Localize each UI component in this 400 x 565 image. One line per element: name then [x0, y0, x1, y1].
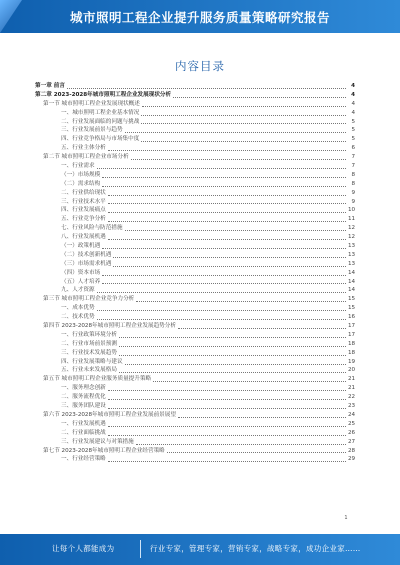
- toc-dot-leader: [108, 195, 346, 196]
- toc-entry[interactable]: [35, 135, 355, 144]
- toc-entry[interactable]: [35, 349, 355, 358]
- toc-entry[interactable]: [35, 402, 355, 411]
- toc-entry-title: 二、服务流程优化: [61, 394, 106, 401]
- toc-entry[interactable]: [35, 260, 355, 269]
- toc-dot-leader: [108, 426, 346, 427]
- toc-entry-title: （五）人才培养: [61, 278, 101, 285]
- toc-entry-title: （四）资本市场: [61, 269, 101, 276]
- toc-dot-leader: [102, 186, 346, 187]
- toc-entry[interactable]: [35, 215, 355, 224]
- toc-entry-page: 4: [351, 91, 355, 98]
- toc-dot-leader: [119, 337, 346, 338]
- toc-entry-title: 一、服务理念创新: [61, 385, 106, 392]
- toc-dot-leader: [141, 123, 346, 124]
- toc-entry-page: 6: [351, 145, 355, 152]
- toc-entry-page: 4: [351, 109, 355, 116]
- toc-dot-leader: [125, 230, 346, 231]
- toc-entry[interactable]: [35, 393, 355, 402]
- toc-entry-page: 17: [348, 331, 356, 338]
- toc-entry-title: 一、行业政策环境分析: [61, 331, 117, 338]
- toc-entry[interactable]: [35, 91, 355, 100]
- toc-entry[interactable]: [35, 171, 355, 180]
- toc-entry-title: 一、行业发展机遇: [61, 420, 106, 427]
- toc-entry-title: 四、行业发展策略与建议: [61, 358, 123, 365]
- toc-dot-leader: [97, 319, 346, 320]
- toc-entry[interactable]: [35, 233, 355, 242]
- toc-entry-page: 10: [348, 207, 356, 214]
- toc-entry-title: 三、行业发展建议与对策措施: [61, 438, 134, 445]
- toc-entry[interactable]: [35, 447, 355, 456]
- toc-entry-title: 四、行业发展痛点: [61, 207, 106, 214]
- toc-entry-title: 五、行业竞争分析: [61, 216, 106, 223]
- toc-dot-leader: [108, 435, 346, 436]
- toc-entry-title: 一、行业经营策略: [61, 456, 106, 463]
- toc-dot-leader: [97, 292, 346, 293]
- toc-entry-page: 7: [351, 163, 355, 169]
- toc-entry[interactable]: [35, 100, 355, 109]
- footer-bar: [0, 534, 400, 565]
- toc-entry-title: 第一节 城市照明工程企业发展现状概述: [43, 100, 140, 107]
- toc-entry-page: 28: [348, 447, 356, 454]
- toc-entry[interactable]: [35, 429, 355, 438]
- toc-entry-title: 第七节 2023-2028年城市照明工程企业经营策略: [43, 447, 165, 454]
- toc-entry-page: 21: [348, 376, 356, 383]
- toc-entry-page: 5: [351, 136, 355, 143]
- toc-dot-leader: [108, 399, 346, 400]
- toc-entry-page: 14: [348, 269, 356, 276]
- toc-entry-page: 13: [348, 251, 356, 258]
- toc-entry-page: 13: [348, 243, 356, 250]
- toc-dot-leader: [108, 221, 346, 222]
- toc-entry-page: 13: [348, 260, 356, 267]
- toc-entry-page: 16: [348, 314, 356, 321]
- toc-entry-page: 26: [348, 429, 356, 436]
- toc-entry-page: 12: [348, 225, 356, 232]
- toc-entry-title: 五、行业未来发展格局: [61, 367, 117, 374]
- toc-dot-leader: [113, 257, 346, 258]
- toc-dot-leader: [125, 132, 346, 133]
- toc-entry-title: 九、人才资源: [61, 287, 95, 294]
- report-title: 城市照明工程企业提升服务质量策略研究报告: [69, 10, 330, 25]
- toc-entry-title: （一）市场规模: [61, 171, 101, 178]
- toc-entry-title: 三、行业发展前景与趋势: [61, 127, 123, 134]
- toc-dot-leader: [97, 168, 346, 169]
- toc-entry[interactable]: [35, 153, 355, 162]
- toc-entry[interactable]: [35, 367, 355, 376]
- footer-slogan-right: 行业专家，管理专家，营销专家，战略专家，成功企业家……: [150, 544, 361, 553]
- toc-entry-page: 20: [348, 367, 356, 374]
- toc-entry-title: 一、行业需求: [61, 163, 95, 169]
- toc-dot-leader: [102, 177, 346, 178]
- toc-entry[interactable]: [35, 286, 355, 295]
- toc-entry-title: 第一章 前言: [35, 82, 65, 89]
- toc-entry[interactable]: [35, 224, 355, 233]
- toc-dot-leader: [153, 381, 346, 382]
- toc-entry-title: 五、行业主体分析: [61, 145, 106, 152]
- toc-entry[interactable]: [35, 438, 355, 447]
- toc-entry-page: 15: [348, 305, 356, 312]
- toc-entry[interactable]: [35, 109, 355, 118]
- toc-dot-leader: [67, 88, 346, 89]
- toc-entry-title: 七、行业风险与防范措施: [61, 225, 123, 232]
- toc-entry[interactable]: [35, 358, 355, 367]
- toc-entry-title: 第六节 2023-2028年城市照明工程企业发展前景展望: [43, 411, 176, 418]
- toc-entry-title: 四、行业竞争格局与市场集中度: [61, 136, 140, 143]
- toc-dot-leader: [125, 364, 346, 365]
- toc-dot-leader: [141, 115, 346, 116]
- toc-dot-leader: [113, 266, 346, 267]
- toc-entry-title: （二）技术创新机遇: [61, 251, 112, 258]
- toc-entry-page: 19: [348, 358, 356, 365]
- toc-entry-title: （一）政策机遇: [61, 243, 101, 250]
- toc-dot-leader: [97, 310, 346, 311]
- header-bar: [0, 0, 400, 33]
- toc-entry-page: 5: [351, 127, 355, 134]
- toc-entry[interactable]: [35, 206, 355, 215]
- toc-entry-page: 9: [351, 189, 355, 196]
- toc-entry-title: 三、行业技术发展趋势: [61, 349, 117, 356]
- toc-dot-leader: [102, 283, 346, 284]
- table-of-contents: [35, 82, 355, 464]
- toc-entry-page: 18: [348, 340, 356, 347]
- toc-entry-page: 14: [348, 278, 356, 285]
- toc-entry[interactable]: [35, 198, 355, 207]
- toc-entry-page: 17: [348, 323, 356, 330]
- toc-dot-leader: [108, 203, 346, 204]
- toc-entry-page: 11: [348, 216, 356, 223]
- toc-dot-leader: [108, 461, 346, 462]
- toc-dot-leader: [136, 301, 346, 302]
- toc-entry-title: （二）需求结构: [61, 180, 101, 187]
- toc-dot-leader: [141, 141, 346, 142]
- toc-entry-page: 21: [348, 385, 356, 392]
- toc-entry[interactable]: [35, 384, 355, 393]
- toc-entry-page: 15: [348, 296, 356, 303]
- toc-entry[interactable]: [35, 295, 355, 304]
- toc-entry-page: 29: [348, 456, 356, 463]
- toc-entry[interactable]: [35, 242, 355, 251]
- toc-entry-page: 4: [351, 100, 355, 107]
- toc-entry-title: 二、行业面临挑战: [61, 429, 106, 436]
- toc-entry[interactable]: [35, 375, 355, 384]
- toc-entry-title: 八、行业发展机遇: [61, 234, 106, 241]
- toc-dot-leader: [119, 372, 346, 373]
- toc-entry-title: 一、城市照明工程企业基本情况: [61, 109, 140, 116]
- toc-entry-page: 24: [348, 411, 356, 418]
- toc-entry-page: 8: [351, 180, 355, 187]
- toc-entry-page: 7: [351, 154, 355, 161]
- toc-entry[interactable]: [35, 455, 355, 464]
- toc-dot-leader: [167, 452, 346, 453]
- page-number: 1: [344, 515, 348, 521]
- toc-dot-leader: [119, 355, 346, 356]
- toc-dot-leader: [102, 275, 346, 276]
- toc-entry[interactable]: [35, 82, 355, 91]
- toc-entry[interactable]: [35, 340, 355, 349]
- toc-entry-title: 三、行业技术水平: [61, 198, 106, 205]
- toc-entry[interactable]: [35, 126, 355, 135]
- toc-entry-title: 二、技术优势: [61, 314, 95, 321]
- toc-dot-leader: [136, 444, 346, 445]
- toc-entry[interactable]: [35, 144, 355, 153]
- toc-dot-leader: [108, 212, 346, 213]
- toc-entry-title: 二、行业供给现状: [61, 189, 106, 196]
- toc-entry-title: 第二节 城市照明工程企业市场分析: [43, 154, 129, 161]
- toc-entry-title: （三）市场需求机遇: [61, 260, 112, 267]
- footer-slogan-left: 让每个人都能成为: [52, 544, 115, 553]
- toc-entry[interactable]: [35, 269, 355, 278]
- toc-entry[interactable]: [35, 331, 355, 340]
- toc-entry-page: 12: [348, 234, 356, 241]
- toc-entry-page: 18: [348, 349, 356, 356]
- toc-dot-leader: [108, 390, 346, 391]
- toc-entry-page: 9: [351, 198, 355, 205]
- toc-entry[interactable]: [35, 322, 355, 331]
- toc-entry-title: 二、行业市场前景预测: [61, 340, 117, 347]
- toc-dot-leader: [108, 408, 346, 409]
- toc-entry[interactable]: [35, 313, 355, 322]
- toc-dot-leader: [131, 159, 346, 160]
- footer-divider: [140, 540, 141, 558]
- toc-dot-leader: [178, 417, 346, 418]
- toc-dot-leader: [108, 150, 346, 151]
- toc-entry-title: 一、成本优势: [61, 305, 95, 312]
- toc-entry[interactable]: [35, 118, 355, 127]
- toc-entry-title: 二、行业发展面临的问题与挑战: [61, 118, 140, 125]
- toc-entry[interactable]: [35, 411, 355, 420]
- toc-entry-page: 25: [348, 420, 356, 427]
- toc-heading: 内容目录: [175, 59, 225, 73]
- toc-dot-leader: [108, 239, 346, 240]
- toc-entry-title: 第二章 2023-2028年城市照明工程企业发展现状分析: [35, 91, 172, 98]
- toc-entry[interactable]: [35, 180, 355, 189]
- toc-entry[interactable]: [35, 278, 355, 287]
- toc-dot-leader: [119, 346, 346, 347]
- toc-entry-page: 8: [351, 171, 355, 178]
- toc-entry-title: 第三节 城市照明工程企业竞争力分析: [43, 296, 135, 303]
- toc-entry[interactable]: [35, 304, 355, 313]
- toc-dot-leader: [102, 248, 346, 249]
- toc-entry[interactable]: [35, 162, 355, 171]
- toc-entry[interactable]: [35, 189, 355, 198]
- toc-entry-title: 第四节 2023-2028年城市照明工程企业发展趋势分析: [43, 323, 176, 330]
- toc-entry-title: 第五节 城市照明工程企业服务质量提升策略: [43, 376, 152, 383]
- toc-entry-page: 22: [348, 394, 356, 401]
- toc-dot-leader: [173, 97, 346, 98]
- toc-entry[interactable]: [35, 251, 355, 260]
- toc-dot-leader: [178, 328, 346, 329]
- toc-entry-page: 14: [348, 287, 356, 294]
- toc-entry-page: 27: [348, 438, 356, 445]
- toc-entry[interactable]: [35, 420, 355, 429]
- toc-dot-leader: [142, 106, 346, 107]
- toc-entry-title: 三、服务团队建设: [61, 403, 106, 410]
- toc-entry-page: 4: [351, 82, 355, 89]
- toc-entry-page: 23: [348, 403, 356, 410]
- toc-entry-page: 5: [351, 118, 355, 125]
